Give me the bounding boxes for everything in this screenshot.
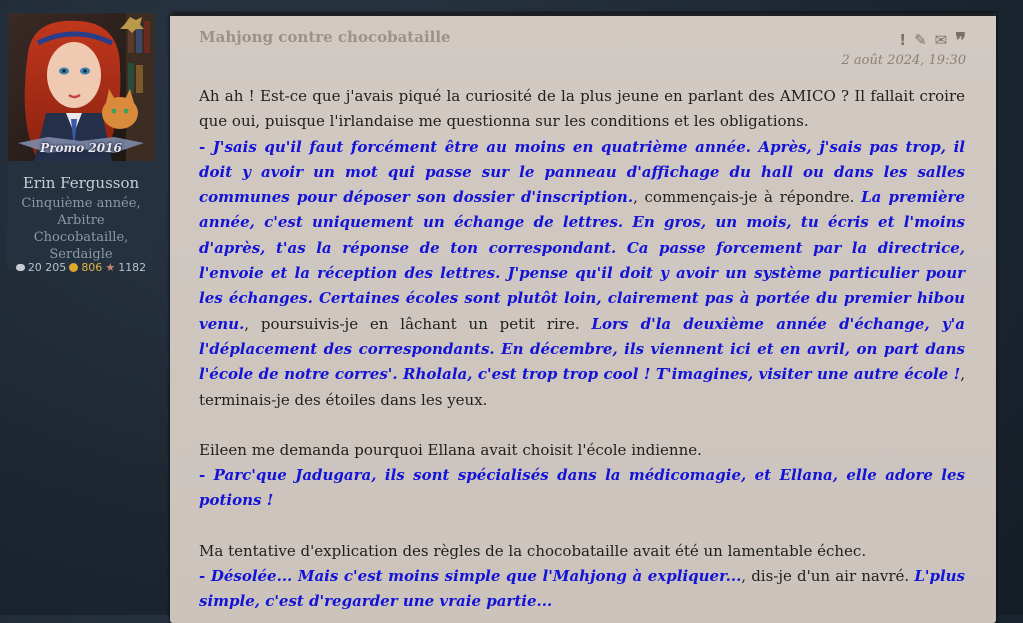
- paragraph-gap: [199, 413, 965, 438]
- dialogue-text: - Désolée... Mais c'est moins simple que l'Mahjong à expliquer...: [199, 567, 742, 586]
- narration-text: , dis-je d'un air navré.: [741, 567, 915, 586]
- report-icon[interactable]: !: [899, 31, 907, 49]
- post-paragraph: [199, 438, 965, 463]
- messages-icon: [16, 264, 25, 271]
- narration-text: Ah ah ! Est-ce que j'avais piqué la curiosité de la plus jeune en parlant des AMICO ? Il fallait croire que oui, puisque l'irlandaise me questionna sur les conditions et les obligations.: [199, 87, 965, 131]
- post-title[interactable]: Mahjong contre chocobataille: [199, 28, 451, 46]
- narration-text: Ma tentative d'explication des règles de la chocobataille avait été un lamentable échec.: [199, 541, 867, 560]
- narration-text: , commençais-je à répondre.: [633, 188, 862, 207]
- dialogue-text: Lors d'la deuxième année d'échange, y'a l'déplacement des correspondants. En décembre, ils viennent ici et en avril, on part dans l'école de notre corres'. Rholala, c'est trop trop cool ! T'imagines, visiter une autre école !: [199, 314, 965, 384]
- rank-line: Serdaigle: [49, 247, 113, 262]
- gold-count: 806: [81, 261, 103, 274]
- narration-text: , poursuivis-je en lâchant un petit rire.: [244, 314, 592, 333]
- messages-count: 20 205: [27, 261, 67, 274]
- post-paragraph: [199, 539, 965, 564]
- quote-icon[interactable]: ❞: [955, 27, 966, 52]
- dialogue-text: L'plus simple, c'est d'regarder une vraie partie...: [199, 567, 965, 611]
- narration-text: , terminais-je des étoiles dans les yeux.: [199, 365, 965, 409]
- avatar-illustration: [8, 13, 154, 161]
- dialogue-text: La première année, c'est uniquement un échange de lettres. En gros, un mois, tu écris et l'moins d'après, t'as la réponse de ton correspondant. Ca passe forcement par la directrice, l'envoie et la réception des lettres. J'pense qu'il doit y avoir un système particulier pour les échanges. Certaines écoles sont plutôt loin, clairement pas à portée du premier hibou venu.: [199, 188, 965, 333]
- rank-line: Arbitre Chocobataille,: [33, 213, 129, 245]
- username[interactable]: Erin Fergusson: [22, 174, 140, 192]
- avatar[interactable]: [8, 13, 154, 161]
- user-stats: [7, 261, 155, 274]
- post-paragraph: [199, 135, 965, 413]
- points-count: 1182: [118, 261, 147, 274]
- paragraph-gap: [199, 514, 965, 539]
- author-profile: [7, 12, 155, 274]
- post-date: 2 août 2024, 19:30: [841, 53, 966, 68]
- mail-icon[interactable]: ✉: [934, 31, 948, 49]
- gold-coin-icon: [69, 263, 78, 272]
- user-rank: [9, 195, 153, 263]
- dialogue-text: - J'sais qu'il faut forcément être au moins en quatrième année. Après, j'sais pas trop, il doit y avoir un mot qui passe sur le panneau d'affichage du hall ou dans les salles communes pour déposer son dossier d'inscription.: [199, 137, 965, 207]
- post-actions: [899, 27, 966, 52]
- forum-post: [170, 13, 996, 623]
- promo-badge: Promo 2016: [40, 141, 122, 155]
- post-paragraph: [199, 463, 965, 514]
- post-paragraph: [199, 84, 965, 135]
- post-content: [199, 84, 965, 615]
- dialogue-text: - Parc'que Jadugara, ils sont spécialisés dans la médicomagie, et Ellana, elle adore les potions !: [199, 466, 965, 510]
- narration-text: Eileen me demanda pourquoi Ellana avait choisit l'école indienne.: [199, 440, 702, 459]
- post-paragraph: [199, 564, 965, 615]
- star-icon: ★: [105, 261, 116, 274]
- edit-icon[interactable]: ✎: [914, 31, 927, 49]
- rank-line: Cinquième année,: [21, 196, 141, 211]
